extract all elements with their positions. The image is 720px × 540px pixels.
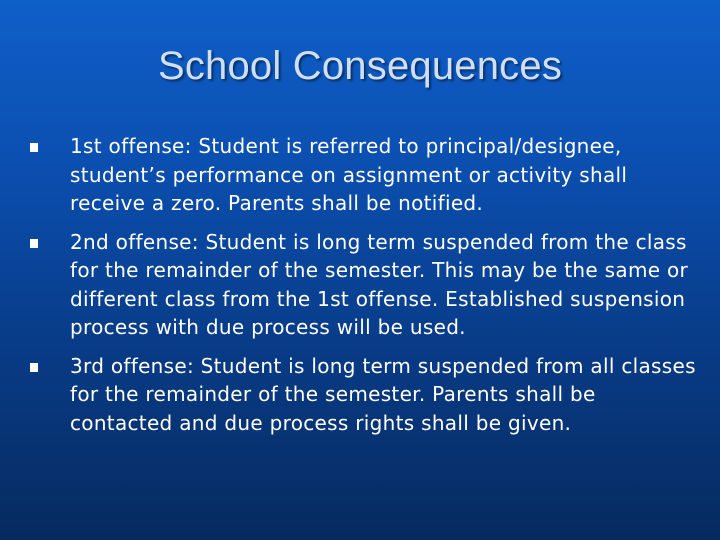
square-bullet-icon (30, 143, 38, 152)
bullet-text: 3rd offense: Student is long term suspended from all classes for the remainder of the semester. Parents shall be contacted and due process rights shall be given. (70, 353, 696, 435)
bullet-item-second-offense (30, 228, 702, 342)
square-bullet-icon (30, 239, 38, 248)
bullet-item-third-offense (30, 352, 702, 438)
slide-title: School Consequences (157, 44, 563, 88)
bullet-text: 1st offense: Student is referred to principal/designee, student’s performance on assignment or activity shall receive a zero. Parents shall be notified. (70, 134, 628, 215)
square-bullet-icon (30, 363, 38, 372)
bullet-item-first-offense (30, 132, 702, 218)
bullet-list (30, 132, 702, 447)
bullet-text: 2nd offense: Student is long term suspended from the class for the remainder of the semester. This may be the same or different class from the 1st offense. Established suspension process with due process will be used. (70, 229, 689, 339)
